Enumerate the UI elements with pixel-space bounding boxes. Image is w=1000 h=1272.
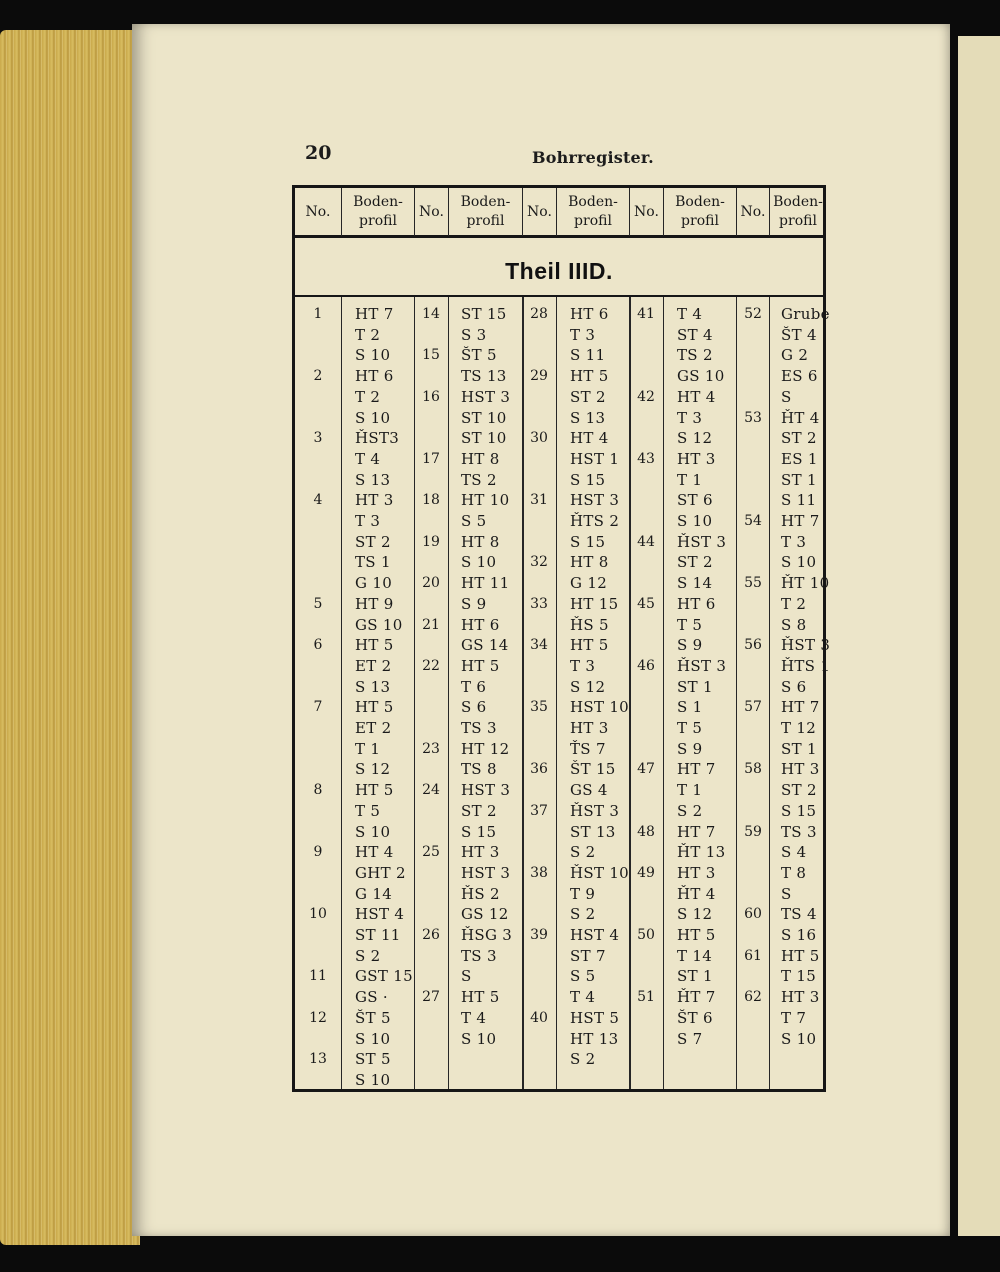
record-number: 31	[530, 492, 548, 509]
profile-layer: ŠT 15	[570, 760, 616, 779]
profile-layer: ES 1	[781, 449, 818, 468]
profile-layer: HT 6	[570, 305, 609, 323]
record-number: 12	[309, 1009, 327, 1026]
profile-layer: T 4	[677, 305, 703, 323]
header-bodenprofil-5: Boden- profil	[773, 194, 823, 229]
record-number: 29	[530, 368, 548, 385]
header-bodenprofil-4: Boden- profil	[675, 194, 725, 229]
record-number: 48	[637, 823, 655, 840]
profile-layer: T 4	[355, 449, 381, 468]
record-number: 46	[637, 657, 655, 674]
page-number: 20	[305, 142, 332, 164]
record-number: 45	[637, 595, 655, 612]
record-number: 23	[422, 740, 440, 757]
profile-layer: ST 1	[677, 967, 713, 986]
record-number: 6	[313, 637, 323, 654]
section-title: Theil IIID.	[505, 258, 613, 284]
profile-layer: T 15	[781, 967, 817, 986]
profile-layer: GS 4	[570, 781, 608, 800]
profile-layer: HT 15	[570, 594, 619, 613]
record-number: 17	[422, 450, 440, 467]
profile-layer: HT 8	[461, 532, 500, 551]
profile-layer: S 2	[570, 905, 596, 924]
record-number: 37	[530, 802, 548, 819]
profile-layer: S 15	[781, 801, 817, 820]
running-title: Bohrregister.	[532, 148, 654, 167]
profile-layer: ST 11	[355, 926, 401, 944]
header-divider	[341, 188, 342, 236]
profile-layer: T 14	[677, 946, 713, 965]
profile-layer: ȞST 3	[677, 532, 727, 551]
profile-layer: ST 2	[355, 532, 391, 551]
profile-layer: S 10	[355, 1029, 391, 1048]
profile-layer: HT 3	[570, 719, 609, 737]
profile-layer: TS 2	[461, 470, 497, 489]
profile-layer: T 5	[355, 801, 381, 820]
profile-layer: HT 7	[781, 698, 820, 717]
profile-layer: ST 7	[570, 946, 606, 965]
profile-layer: S̆T 5	[461, 346, 497, 365]
record-number: 24	[422, 782, 440, 799]
profile-layer: T 3	[781, 532, 807, 551]
profile-layer: G 12	[570, 574, 608, 593]
header-divider	[522, 188, 523, 236]
profile-layer: S 7	[677, 1029, 703, 1048]
profile-layer: ST 15	[461, 305, 507, 323]
profile-layer: T 4	[461, 1008, 487, 1027]
header-divider	[556, 188, 557, 236]
profile-layer: HST 3	[461, 387, 511, 406]
profile-layer: GHT 2	[355, 863, 406, 882]
profile-layer: S 12	[677, 429, 713, 448]
record-number: 19	[422, 533, 440, 550]
profile-layer: S 10	[677, 512, 713, 530]
record-number: 32	[530, 554, 548, 571]
record-number: 42	[637, 388, 655, 405]
profile-layer: HT 7	[677, 760, 716, 779]
profile-layer: ȞST3	[355, 429, 400, 448]
profile-layer: S 10	[355, 822, 391, 841]
header-divider	[629, 188, 630, 236]
profile-layer: HT 7	[677, 822, 716, 841]
profile-layer: HST 5	[570, 1008, 620, 1027]
record-number: 52	[744, 306, 762, 322]
profile-layer: ȞST 3	[570, 801, 620, 820]
header-divider	[448, 188, 449, 236]
profile-layer: T 2	[355, 387, 381, 406]
profile-layer: S 15	[570, 532, 606, 551]
profile-layer: ET 2	[355, 656, 392, 675]
record-number: 58	[744, 761, 762, 778]
header-no-4: No.	[634, 203, 659, 220]
header-divider	[769, 188, 770, 236]
column-divider	[341, 297, 342, 1089]
profile-layer: S 16	[781, 926, 817, 944]
profile-layer: S 2	[677, 801, 703, 820]
profile-layer: HT 6	[677, 594, 716, 613]
profile-layer: ST 1	[781, 470, 817, 489]
profile-layer: ST 2	[677, 553, 713, 572]
profile-layer: S 9	[677, 739, 703, 758]
profile-layer: HT 7	[781, 512, 820, 530]
profile-layer: ȞT 4	[677, 884, 716, 903]
profile-layer: T 12	[781, 719, 817, 737]
profile-layer: ST 1	[677, 677, 713, 696]
profile-layer: S	[781, 884, 792, 903]
profile-layer: T 3	[570, 656, 596, 675]
record-number: 1	[313, 306, 323, 322]
profile-layer: T 2	[355, 325, 381, 344]
record-number: 38	[530, 864, 548, 881]
record-number: 10	[309, 906, 327, 923]
profile-layer: ȞT 10	[781, 574, 830, 593]
record-number: 20	[422, 575, 440, 592]
record-number: 60	[744, 906, 762, 923]
profile-layer: ST 2	[461, 801, 497, 820]
profile-layer: TS 1	[355, 553, 391, 572]
book-page-edges	[0, 30, 140, 1245]
profile-layer: HT 11	[461, 574, 510, 593]
record-number: 26	[422, 927, 440, 943]
profile-layer: TS 13	[461, 367, 507, 386]
header-no-1: No.	[305, 203, 331, 220]
next-page-edge	[958, 36, 1000, 1236]
profile-layer: S 5	[461, 512, 487, 530]
profile-layer: HST 3	[461, 781, 511, 800]
profile-layer: HT 7	[355, 305, 394, 323]
profile-layer: HST 3	[461, 863, 511, 882]
profile-layer: HT 8	[570, 553, 609, 572]
profile-layer: S 11	[570, 346, 606, 365]
profile-layer: S 12	[677, 905, 713, 924]
record-number: 56	[744, 637, 762, 654]
profile-layer: ST 4	[677, 325, 713, 344]
profile-layer: S 3	[461, 325, 487, 344]
record-number: 21	[422, 616, 440, 633]
profile-layer: HT 5	[461, 988, 500, 1007]
header-no-3: No.	[527, 203, 552, 220]
column-divider	[414, 297, 415, 1089]
profile-layer: HT 5	[355, 698, 394, 717]
profile-layer: S 13	[570, 408, 606, 427]
profile-layer: S 1	[677, 698, 703, 717]
profile-layer: GS 12	[461, 905, 509, 924]
profile-layer: ȞS 5	[570, 615, 609, 634]
record-number: 34	[530, 637, 548, 654]
profile-layer: GS 10	[677, 367, 725, 386]
profile-layer: HT 5	[677, 926, 716, 944]
profile-layer: S 10	[781, 553, 817, 572]
record-number: 8	[313, 782, 323, 799]
profile-layer: T 8	[781, 863, 807, 882]
profile-layer: GST 15	[355, 967, 413, 986]
profile-layer: HT 5	[355, 781, 394, 800]
profile-layer: HT 3	[677, 449, 716, 468]
profile-layer: HT 4	[677, 387, 716, 406]
record-number: 25	[422, 844, 440, 861]
profile-layer: ST 13	[570, 822, 616, 841]
record-number: 53	[744, 409, 762, 426]
profile-layer: T 5	[677, 719, 703, 737]
profile-layer: S 8	[781, 615, 807, 634]
profile-layer: GS 14	[461, 636, 509, 655]
profile-layer: HST 4	[355, 905, 405, 924]
profile-layer: Grube	[781, 305, 830, 323]
record-number: 27	[422, 989, 440, 1006]
profile-layer: HT 3	[677, 863, 716, 882]
header-bodenprofil-1: Boden- profil	[353, 194, 403, 229]
record-number: 51	[637, 989, 655, 1006]
header-no-5: No.	[740, 203, 766, 220]
profile-layer: HT 3	[781, 988, 820, 1007]
profile-layer: T 1	[677, 781, 703, 800]
profile-layer: S 10	[355, 1070, 391, 1089]
record-number: 28	[530, 306, 548, 322]
column-divider	[663, 297, 664, 1089]
record-number: 61	[744, 947, 762, 964]
bohrregister-table	[292, 185, 831, 1092]
profile-layer: ET 2	[355, 719, 392, 737]
profile-layer: T 5	[677, 615, 703, 634]
record-number: 2	[313, 368, 323, 385]
profile-layer: S 12	[570, 677, 606, 696]
profile-layer: HT 3	[781, 760, 820, 779]
record-number: 5	[313, 595, 323, 612]
header-divider	[663, 188, 664, 236]
profile-layer: S 13	[355, 677, 391, 696]
profile-layer: S 10	[355, 408, 391, 427]
header-divider	[414, 188, 415, 236]
profile-layer: HT 10	[461, 491, 510, 510]
record-number: 57	[744, 699, 762, 716]
profile-layer: S 11	[781, 491, 817, 510]
profile-layer: ȞST 10	[570, 863, 630, 882]
profile-layer: TS 4	[781, 905, 817, 924]
record-number: 16	[422, 388, 440, 405]
profile-layer: HT 6	[461, 615, 500, 634]
profile-layer: HT 5	[781, 946, 820, 965]
header-bodenprofil-2: Boden- profil	[460, 194, 511, 229]
profile-layer: HT 5	[355, 636, 394, 655]
column-divider	[556, 297, 557, 1089]
header-bodenprofil-3: Boden- profil	[568, 194, 618, 229]
record-number: 55	[744, 575, 762, 592]
profile-layer: S 10	[461, 553, 497, 572]
profile-layer: HT 5	[461, 656, 500, 675]
record-number: 36	[530, 761, 548, 778]
profile-layer: T 1	[355, 739, 381, 758]
header-divider	[736, 188, 737, 236]
profile-layer: ST 2	[781, 781, 817, 800]
profile-layer: TS 3	[461, 719, 497, 737]
profile-layer: HT 8	[461, 449, 500, 468]
column-divider	[522, 297, 524, 1089]
profile-layer: T 7	[781, 1008, 807, 1027]
record-number: 14	[422, 306, 440, 322]
record-number: 41	[637, 306, 655, 322]
record-number: 11	[309, 968, 327, 985]
profile-layer: HST 10	[570, 698, 630, 717]
profile-layer: HT 5	[570, 636, 609, 655]
profile-layer: T 3	[355, 512, 381, 530]
record-number: 49	[637, 864, 655, 881]
profile-layer: S̆T 5	[355, 1008, 391, 1027]
section-rule	[295, 295, 823, 297]
profile-layer: S	[461, 967, 472, 986]
profile-layer: ES 6	[781, 367, 818, 386]
record-number: 43	[637, 450, 655, 467]
profile-layer: S 6	[781, 677, 807, 696]
profile-layer: T 2	[781, 594, 807, 613]
profile-layer: S 14	[677, 574, 713, 593]
profile-layer: S 9	[461, 594, 487, 613]
profile-layer: HST 3	[570, 491, 620, 510]
profile-layer: G 2	[781, 346, 809, 365]
column-divider	[448, 297, 449, 1089]
record-number: 18	[422, 492, 440, 509]
profile-layer: S 4	[781, 843, 807, 862]
profile-layer: T 1	[677, 470, 703, 489]
header-rule	[295, 235, 823, 238]
profile-layer: TS 2	[677, 346, 713, 365]
record-number: 9	[313, 844, 323, 861]
profile-layer: S 6	[461, 698, 487, 717]
profile-layer: S 13	[355, 470, 391, 489]
profile-layer: ST 2	[570, 387, 606, 406]
record-number: 22	[422, 657, 440, 674]
profile-layer: S	[781, 387, 792, 406]
profile-layer: HT 4	[355, 843, 394, 862]
record-number: 35	[530, 699, 548, 716]
profile-layer: HT 13	[570, 1029, 619, 1048]
profile-layer: HT 4	[570, 429, 609, 448]
profile-layer: G 10	[355, 574, 393, 593]
profile-layer: S 10	[355, 346, 391, 365]
profile-layer: ȞST 3	[781, 636, 831, 655]
profile-layer: ȞTS 1	[781, 656, 831, 675]
profile-layer: S 9	[677, 636, 703, 655]
profile-layer: S̆T 6	[677, 1008, 713, 1027]
profile-layer: S 2	[355, 946, 381, 965]
profile-layer: ST 10	[461, 429, 507, 448]
profile-layer: ȞT 13	[677, 843, 726, 862]
profile-layer: ST 2	[781, 429, 817, 448]
record-number: 62	[744, 989, 762, 1006]
profile-layer: ȞS 2	[461, 884, 500, 903]
profile-layer: T 4	[570, 988, 596, 1007]
profile-layer: ȞT 4	[781, 408, 820, 427]
profile-layer: ST 5	[355, 1050, 391, 1069]
record-number: 59	[744, 823, 762, 840]
profile-layer: TS 8	[461, 760, 497, 779]
record-number: 15	[422, 347, 440, 364]
record-number: 30	[530, 430, 548, 447]
profile-layer: T 6	[461, 677, 487, 696]
record-number: 40	[530, 1009, 548, 1026]
profile-layer: T 9	[570, 884, 596, 903]
profile-layer: S 12	[355, 760, 391, 779]
profile-layer: ST 6	[677, 491, 713, 510]
record-number: 7	[313, 699, 323, 716]
profile-layer: S 5	[570, 967, 596, 986]
profile-layer: ȞT 7	[677, 988, 716, 1007]
profile-layer: G 14	[355, 884, 393, 903]
record-number: 13	[309, 1051, 327, 1068]
record-number: 44	[637, 533, 655, 550]
profile-layer: T 3	[570, 325, 596, 344]
profile-layer: T 3	[677, 408, 703, 427]
profile-layer: HT 9	[355, 594, 394, 613]
profile-layer: GS ·	[355, 988, 388, 1007]
profile-layer: ȞTS 2	[570, 512, 620, 530]
profile-layer: HST 1	[570, 449, 620, 468]
record-number: 50	[637, 927, 655, 943]
profile-layer: ST 1	[781, 739, 817, 758]
profile-layer: ŤS 7	[570, 739, 606, 758]
profile-layer: GS 10	[355, 615, 403, 634]
profile-layer: S 2	[570, 843, 596, 862]
profile-layer: S 15	[461, 822, 497, 841]
profile-layer: HT 3	[355, 491, 394, 510]
profile-layer: HT 3	[461, 843, 500, 862]
record-number: 47	[637, 761, 655, 778]
profile-layer: S 10	[461, 1029, 497, 1048]
record-number: 54	[744, 513, 762, 529]
profile-layer: S 2	[570, 1050, 596, 1069]
profile-layer: S 15	[570, 470, 606, 489]
profile-layer: ȞSG 3	[461, 926, 513, 944]
record-number: 3	[313, 430, 323, 447]
record-number: 33	[530, 595, 548, 612]
profile-layer: HT 5	[570, 367, 609, 386]
profile-layer: S 10	[781, 1029, 817, 1048]
profile-layer: ȞST 3	[677, 656, 727, 675]
header-no-2: No.	[419, 203, 444, 220]
record-number: 4	[313, 492, 323, 509]
record-number: 39	[530, 927, 548, 943]
profile-layer: TS 3	[461, 946, 497, 965]
profile-layer: HT 6	[355, 367, 394, 386]
profile-layer: S̆T 4	[781, 325, 817, 344]
profile-layer: HT 12	[461, 739, 510, 758]
profile-layer: ST 10	[461, 408, 507, 427]
profile-layer: HST 4	[570, 926, 620, 944]
column-divider	[629, 297, 631, 1089]
profile-layer: TS 3	[781, 822, 817, 841]
